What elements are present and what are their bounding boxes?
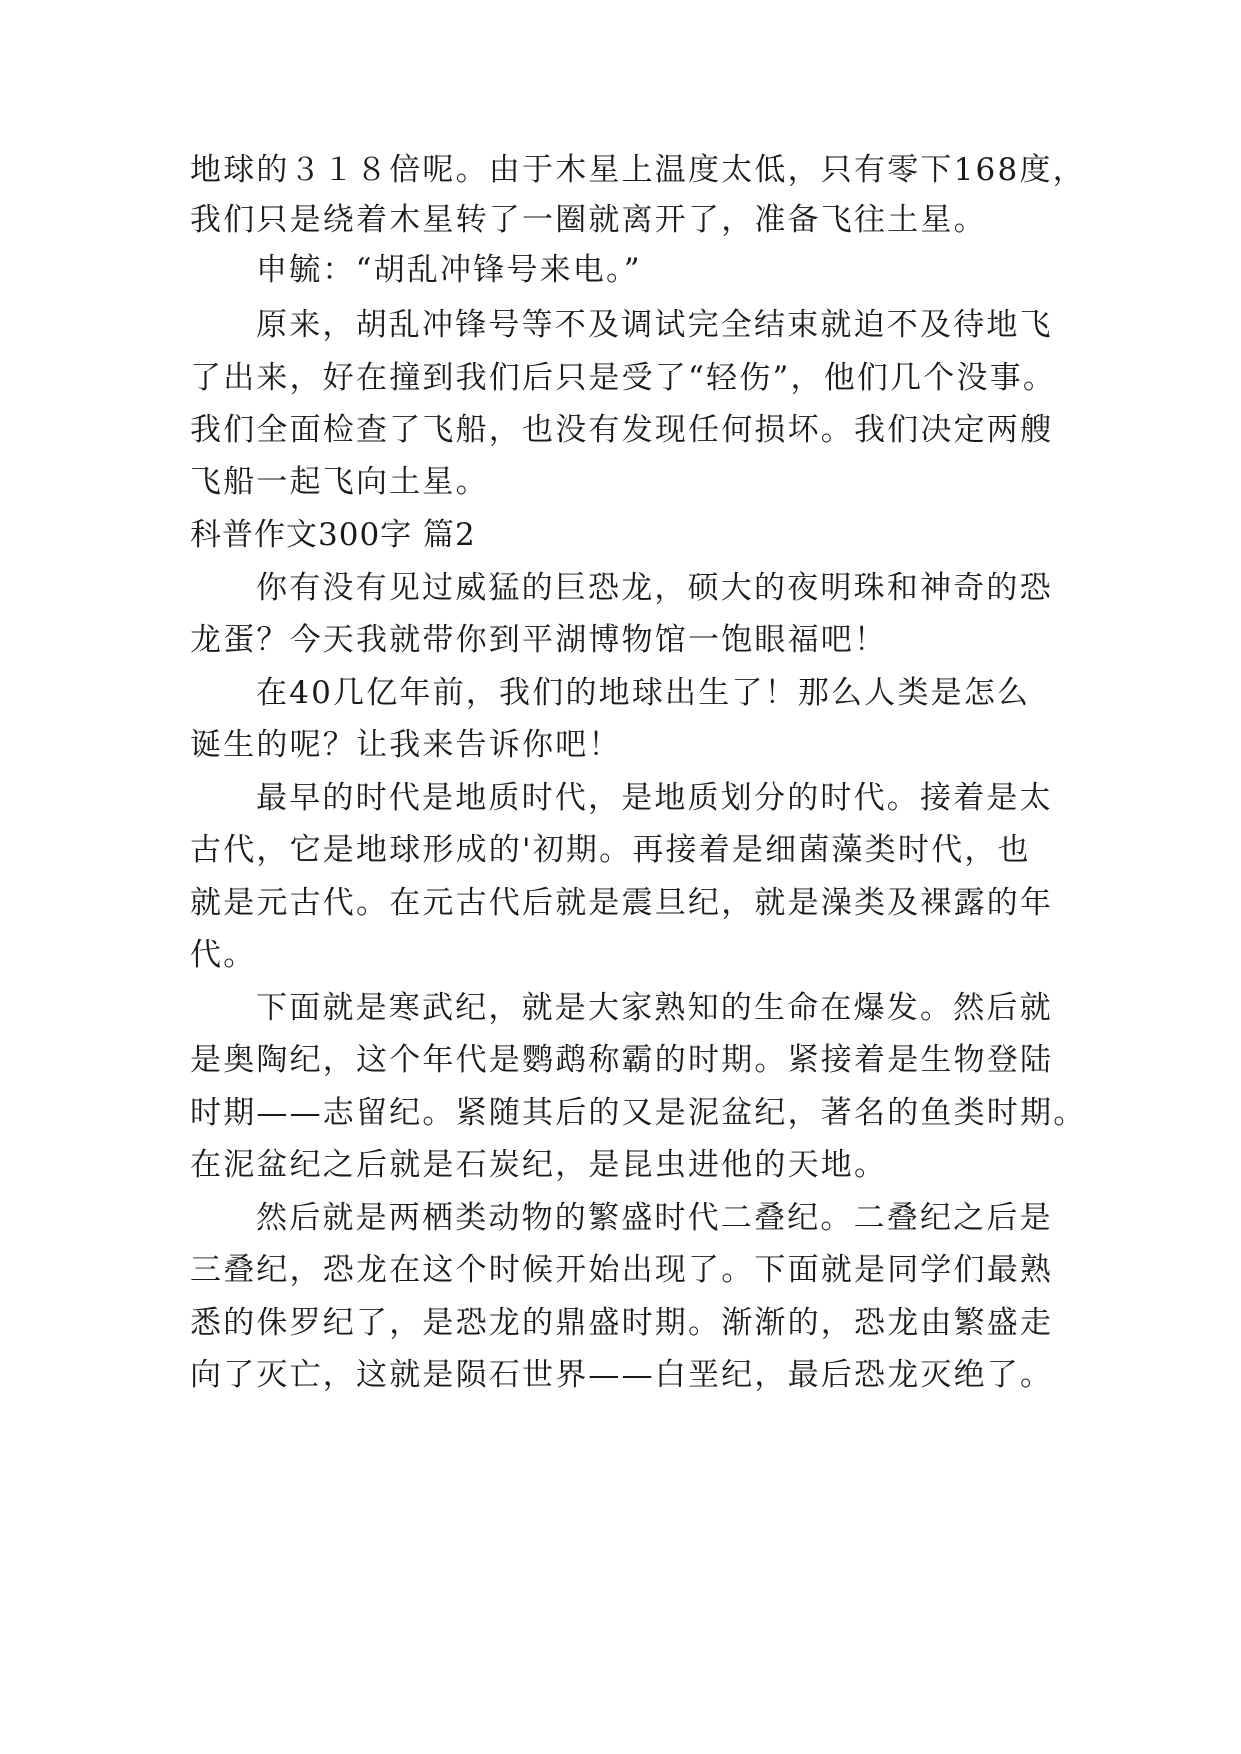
text-line: 是奥陶纪，这个年代是鹦鹉称霸的时期。紧接着是生物登陆: [190, 1042, 1054, 1078]
text-line: 申毓：“胡乱冲锋号来电。”: [256, 252, 642, 288]
text-line: 三叠纪，恐龙在这个时候开始出现了。下面就是同学们最熟: [190, 1252, 1054, 1288]
text-line: 在泥盆纪之后就是石炭纪，是昆虫进他的天地。: [190, 1147, 888, 1183]
text-line: 飞船一起飞向土星。: [190, 464, 489, 500]
text-line: 然后就是两栖类动物的繁盛时代二叠纪。二叠纪之后是: [256, 1200, 1053, 1236]
text-line: 在40几亿年前，我们的地球出生了！那么人类是怎么: [256, 675, 1031, 711]
text-line: 我们只是绕着木星转了一圈就离开了，准备飞往土星。: [190, 202, 987, 238]
text-line: 地球的３１８倍呢。由于木星上温度太低，只有零下168度，: [190, 152, 1086, 188]
text-line: 你有没有见过威猛的巨恐龙，硕大的夜明珠和神奇的恐: [256, 570, 1053, 606]
text-line: 时期——志留纪。紧随其后的又是泥盆纪，著名的鱼类时期。: [190, 1095, 1087, 1131]
text-line: 龙蛋？今天我就带你到平湖博物馆一饱眼福吧！: [190, 622, 888, 658]
text-line: 悉的侏罗纪了，是恐龙的鼎盛时期。渐渐的，恐龙由繁盛走: [190, 1305, 1054, 1341]
text-line: 了出来，好在撞到我们后只是受了“轻伤”，他们几个没事。: [190, 360, 1057, 396]
text-line: 我们全面检查了飞船，也没有发现任何损坏。我们决定两艘: [190, 412, 1054, 448]
text-line: 原来，胡乱冲锋号等不及调试完全结束就迫不及待地飞: [256, 307, 1053, 343]
text-line: 代。: [190, 937, 257, 973]
text-line: 最早的时代是地质时代，是地质划分的时代。接着是太: [256, 780, 1053, 816]
text-line: 诞生的呢？让我来告诉你吧！: [190, 727, 622, 763]
text-line: 向了灭亡，这就是陨石世界——白垩纪，最后恐龙灭绝了。: [190, 1357, 1054, 1393]
text-line: 就是元古代。在元古代后就是震旦纪，就是澡类及裸露的年: [190, 885, 1054, 921]
text-line: 下面就是寒武纪，就是大家熟知的生命在爆发。然后就: [256, 990, 1053, 1026]
text-line: 古代，它是地球形成的'初期。再接着是细菌藻类时代，也: [190, 832, 1031, 868]
section-heading: 科普作文300字 篇2: [190, 517, 476, 553]
